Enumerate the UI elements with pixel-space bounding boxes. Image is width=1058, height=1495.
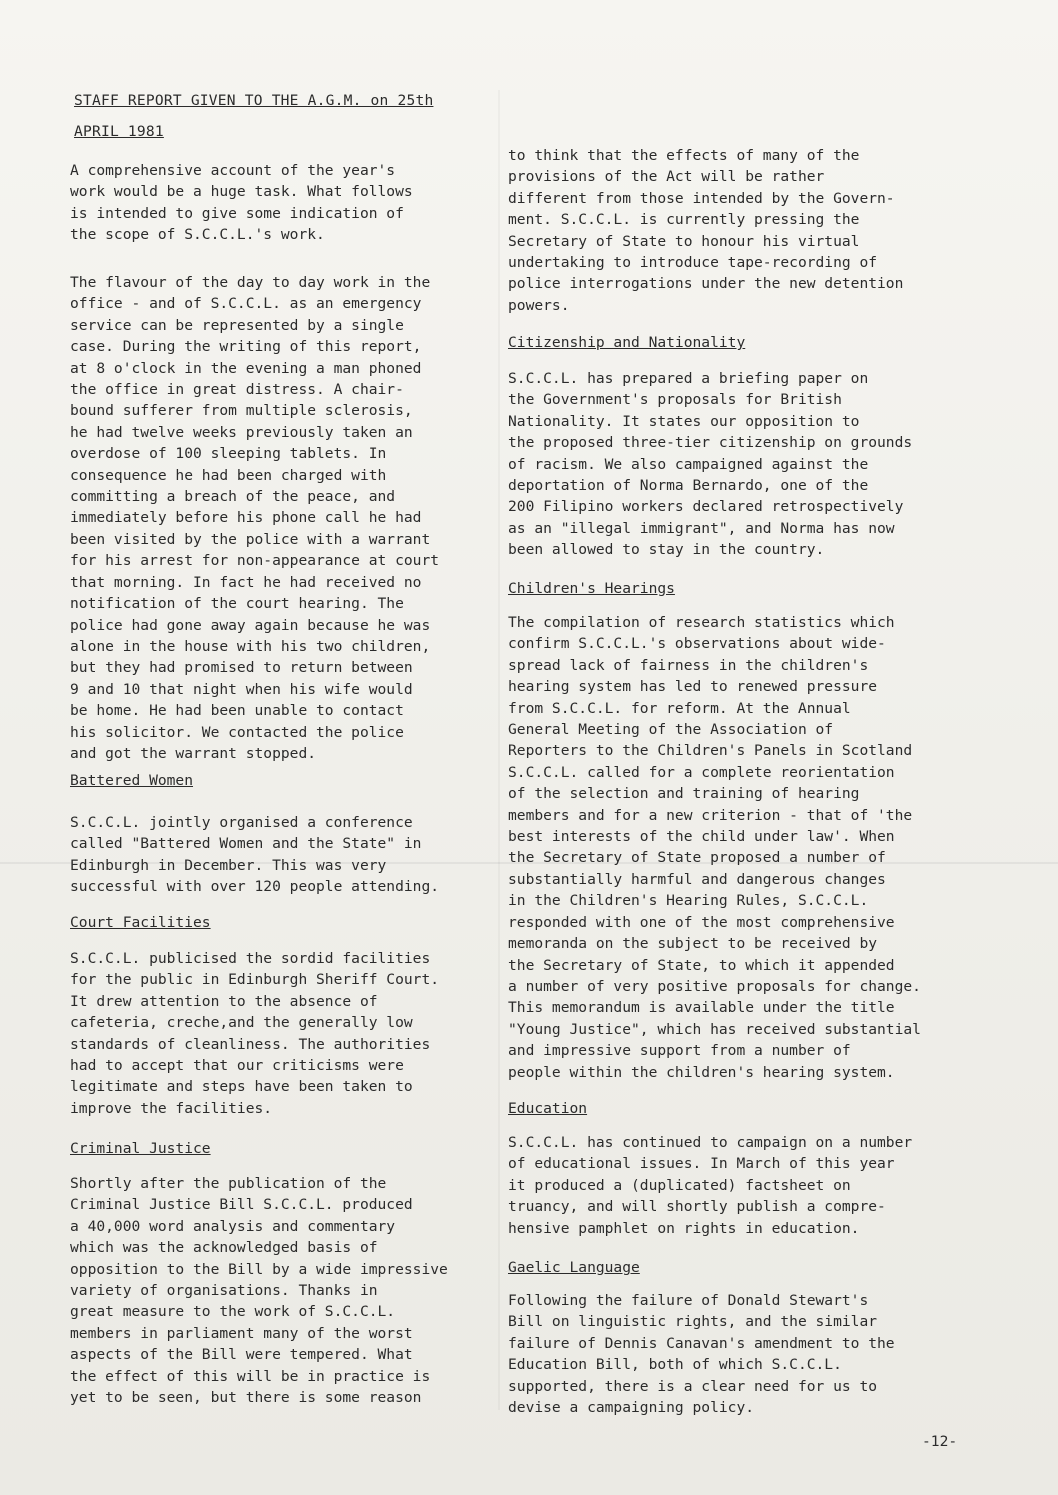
section-heading-childrens-hearings: Children's Hearings (508, 580, 675, 597)
criminal-justice-paragraph: Shortly after the publication of the Criminal Justice Bill S.C.C.L. produced a 40,000 word analysis and commentary which was the acknowledged basis of opposition to the Bill by a wide impressive variety of organisations. Thanks in great measure to the work of S.C.C.L. members in parliament many of the worst aspects of the Bill were tempered. What the effect of this will be in practice is yet to be seen, but there is some reason (70, 1175, 448, 1407)
section-heading-criminal-justice: Criminal Justice (70, 1140, 211, 1157)
report-title (74, 85, 514, 147)
battered-women-paragraph: S.C.C.L. jointly organised a conference called "Battered Women and the State" in Edinburgh in December. This was very successful with over 120 people attending. (70, 814, 440, 896)
court-facilities-paragraph: S.C.C.L. publicised the sordid facilities for the public in Edinburgh Sheriff Court. It drew attention to the absence of cafeteria, creche,and the generally low standards of cleanliness. The authorities had to accept that our criticisms were legitimate and steps have been taken to improve the facilities. (70, 950, 440, 1117)
childrens-hearings-paragraph: The compilation of research statistics which confirm S.C.C.L.'s observations about wide- spread lack of fairness in the children's hearing system has led to renewed pressure from S.C.C.L. for reform. At the Annual General Meeting of the Association of Reporters to the Children's Panels in Scotland S.C.C.L. called for a complete reorientation of the selection and training of hearing members and for a new criterion - that of 'the best interests of the child under law'. When the Secretary of State proposed a number of substantially harmful and dangerous changes in the Children's Hearing Rules, S.C.C.L. responded with one of the most comprehensive memoranda on the subject to be received by the Secretary of State, to which it appended a number of very positive proposals for change. This memorandum is available under the title "Young Justice", which has received substantial and impressive support from a number of people within the children's hearing system. (508, 614, 921, 1081)
report-title-line1: STAFF REPORT GIVEN TO THE A.G.M. on 25th (74, 92, 434, 109)
continuation-paragraph: to think that the effects of many of the provisions of the Act will be rather different from those intended by the Govern- ment. S.C.C.L. is currently pressing the Secretary of State to honour his virtual undertaking to introduce tape-recording of police interrogations under the new detention powers. (508, 147, 904, 314)
section-heading-court-facilities: Court Facilities (70, 914, 211, 931)
education-paragraph: S.C.C.L. has continued to campaign on a number of educational issues. In March of this year it produced a (duplicated) factsheet on truancy, and will shortly publish a compre- hensive pamphlet on rights in education. (508, 1134, 913, 1237)
section-heading-battered-women: Battered Women (70, 772, 194, 789)
gaelic-language-paragraph: Following the failure of Donald Stewart's Bill on linguistic rights, and the similar failure of Dennis Canavan's amendment to the Education Bill, both of which S.C.C.L. supported, there is a clear need for us to devise a campaigning policy. (508, 1292, 895, 1417)
report-title-line2: APRIL 1981 (74, 123, 164, 140)
citizenship-paragraph: S.C.C.L. has prepared a briefing paper on the Government's proposals for British Nationality. It states our opposition to the proposed three-tier citizenship on grounds of racism. We also campaigned against the deportation of Norma Bernardo, one of the 200 Filipino workers declared retrospectively as an "illegal immigrant", and Norma has now been allowed to stay in the country. (508, 370, 913, 559)
intro-paragraph: A comprehensive account of the year's work would be a huge task. What follows is intended to give some indication of the scope of S.C.C.L.'s work. (70, 162, 413, 244)
flavour-paragraph: The flavour of the day to day work in the office - and of S.C.C.L. as an emergency service can be represented by a single case. During the writing of this report, at 8 o'clock in the evening a man phoned the office in great distress. A chair- bound sufferer from multiple sclerosis, he had twelve weeks previously taken an overdose of 100 sleeping tablets. In consequence he had been charged with committing a breach of the peace, and immediately before his phone call he had been visited by the police with a warrant for his arrest for non-appearance at court that morning. In fact he had received no notification of the court hearing. The police had gone away again because he was alone in the house with his two children, but they had promised to return between 9 and 10 that night when his wife would be home. He had been unable to contact his solicitor. We contacted the police and got the warrant stopped. (70, 274, 440, 762)
section-heading-education: Education (508, 1100, 588, 1117)
paper-crease (498, 90, 500, 1410)
section-heading-citizenship: Citizenship and Nationality (508, 334, 746, 351)
section-heading-gaelic-language: Gaelic Language (508, 1259, 640, 1276)
page-number: -12- (922, 1433, 958, 1450)
